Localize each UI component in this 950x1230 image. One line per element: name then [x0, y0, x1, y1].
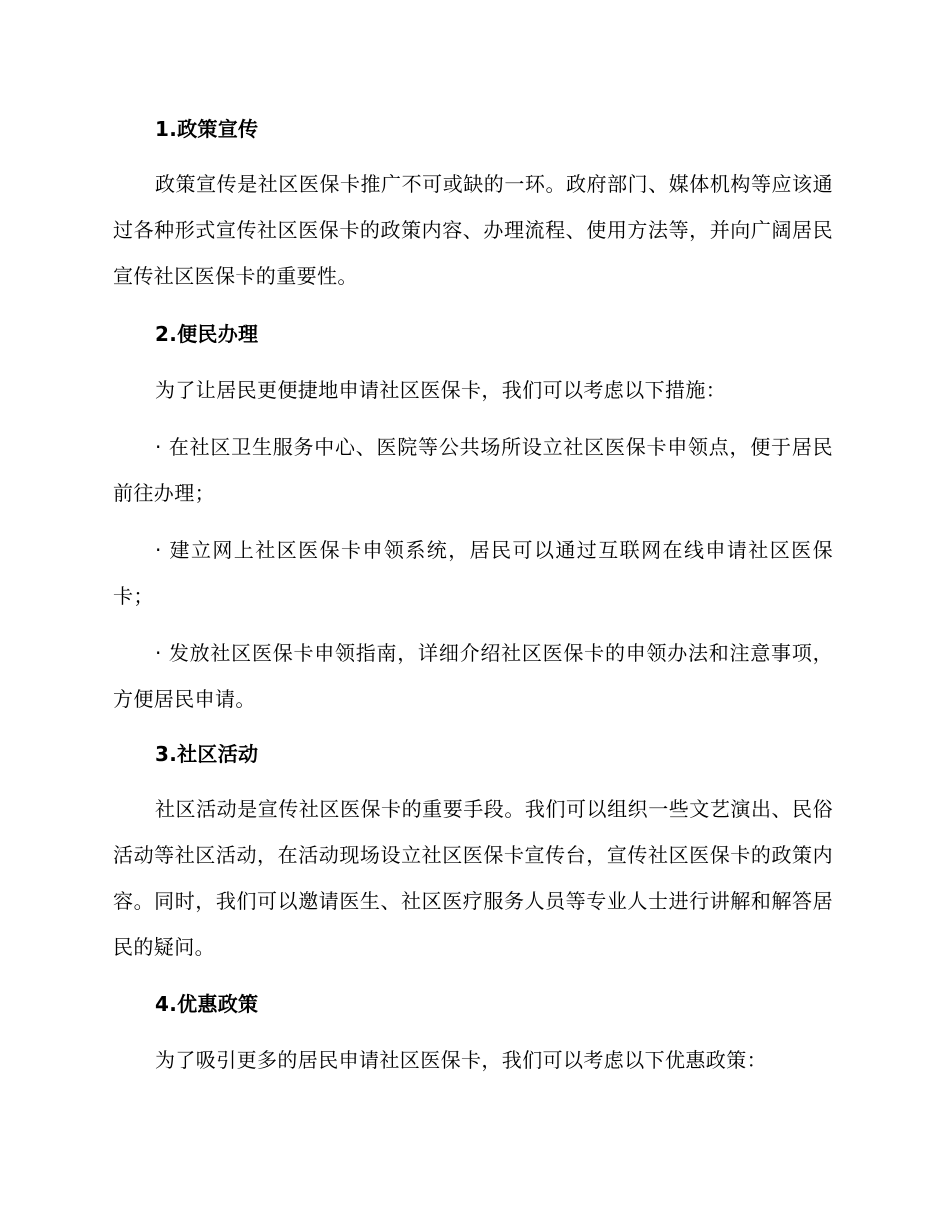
section-2-intro: 为了让居民更便捷地申请社区医保卡，我们可以考虑以下措施： [155, 378, 727, 402]
section-4-intro: 为了吸引更多的居民申请社区医保卡，我们可以考虑以下优惠政策： [155, 1048, 767, 1072]
section-1-paragraph: 政策宣传是社区医保卡推广不可或缺的一环。政府部门、媒体机构等应该通过各种形式宣传社区医保卡的政策内容、办理流程、使用方法等，并向广阔居民宣传社区医保卡的重要性。 [113, 172, 833, 288]
section-2-heading: 2.便民办理 [155, 322, 259, 346]
section-3-heading: 3.社区活动 [155, 742, 259, 766]
section-4-heading: 4.优惠政策 [155, 992, 259, 1016]
section-3-paragraph: 社区活动是宣传社区医保卡的重要手段。我们可以组织一些文艺演出、民俗活动等社区活动，在活动现场设立社区医保卡宣传台，宣传社区医保卡的政策内容。同时，我们可以邀请医生、社区医疗服务人员等专业人士进行讲解和解答居民的疑问。 [113, 797, 833, 959]
section-1-heading: 1.政策宣传 [155, 117, 259, 141]
section-2-bullet-3: · 发放社区医保卡申领指南，详细介绍社区医保卡的申领办法和注意事项，方便居民申请。 [113, 641, 833, 711]
section-2-bullet-2: · 建立网上社区医保卡申领系统，居民可以通过互联网在线申请社区医保卡； [113, 538, 833, 608]
section-2-bullet-1: · 在社区卫生服务中心、医院等公共场所设立社区医保卡申领点，便于居民前往办理； [113, 435, 833, 505]
